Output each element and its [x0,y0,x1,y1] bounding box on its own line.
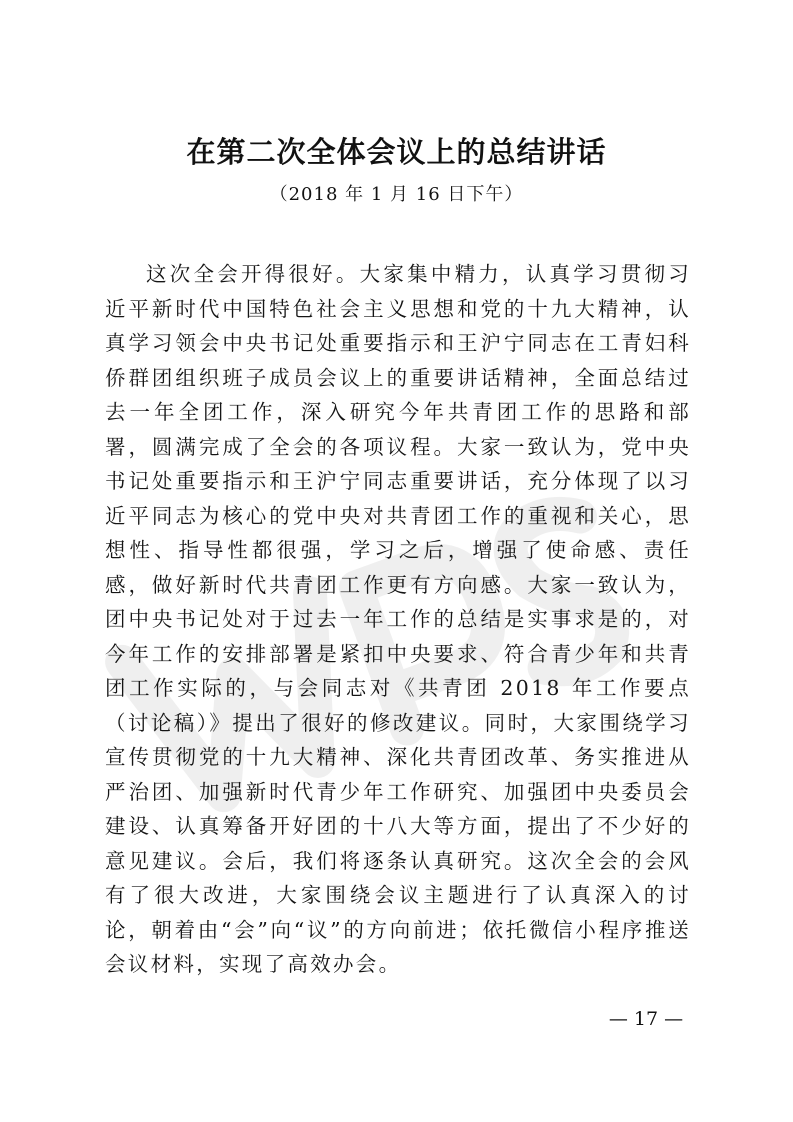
body-paragraph: 这次全会开得很好。大家集中精力，认真学习贯彻习近平新时代中国特色社会主义思想和党的十九大精神，认真学习领会中央书记处重要指示和王沪宁同志在工青妇科侨群团组织班子成员会议上的重要讲话精神，全面总结过去一年全团工作，深入研究今年共青团工作的思路和部署，圆满完成了全会的各项议程。大家一致认为，党中央书记处重要指示和王沪宁同志重要讲话，充分体现了以习近平同志为核心的党中央对共青团工作的重视和关心，思想性、指导性都很强，学习之后，增强了使命感、责任感，做好新时代共青团工作更有方向感。大家一致认为，团中央书记处对于过去一年工作的总结是实事求是的，对今年工作的安排部署是紧扣中央要求、符合青少年和共青团工作实际的，与会同志对《共青团 2018 年工作要点（讨论稿）》提出了很好的修改建议。同时，大家围绕学习宣传贯彻党的十九大精神、深化共青团改革、务实推进从严治团、加强新时代青少年工作研究、加强团中央委员会建设、认真筹备开好团的十八大等方面，提出了不少好的意见建议。会后，我们将逐条认真研究。这次全会的会风有了很大改进，大家围绕会议主题进行了认真深入的讨论，朝着由“会”向“议”的方向前进；依托微信小程序推送会议材料，实现了高效办会。 [105,262,691,976]
document-title: 在第二次全体会议上的总结讲话 [186,135,607,169]
page-number: — 17 — [608,1008,684,1030]
document-subtitle: （2018 年 1 月 16 日下午） [269,184,524,205]
